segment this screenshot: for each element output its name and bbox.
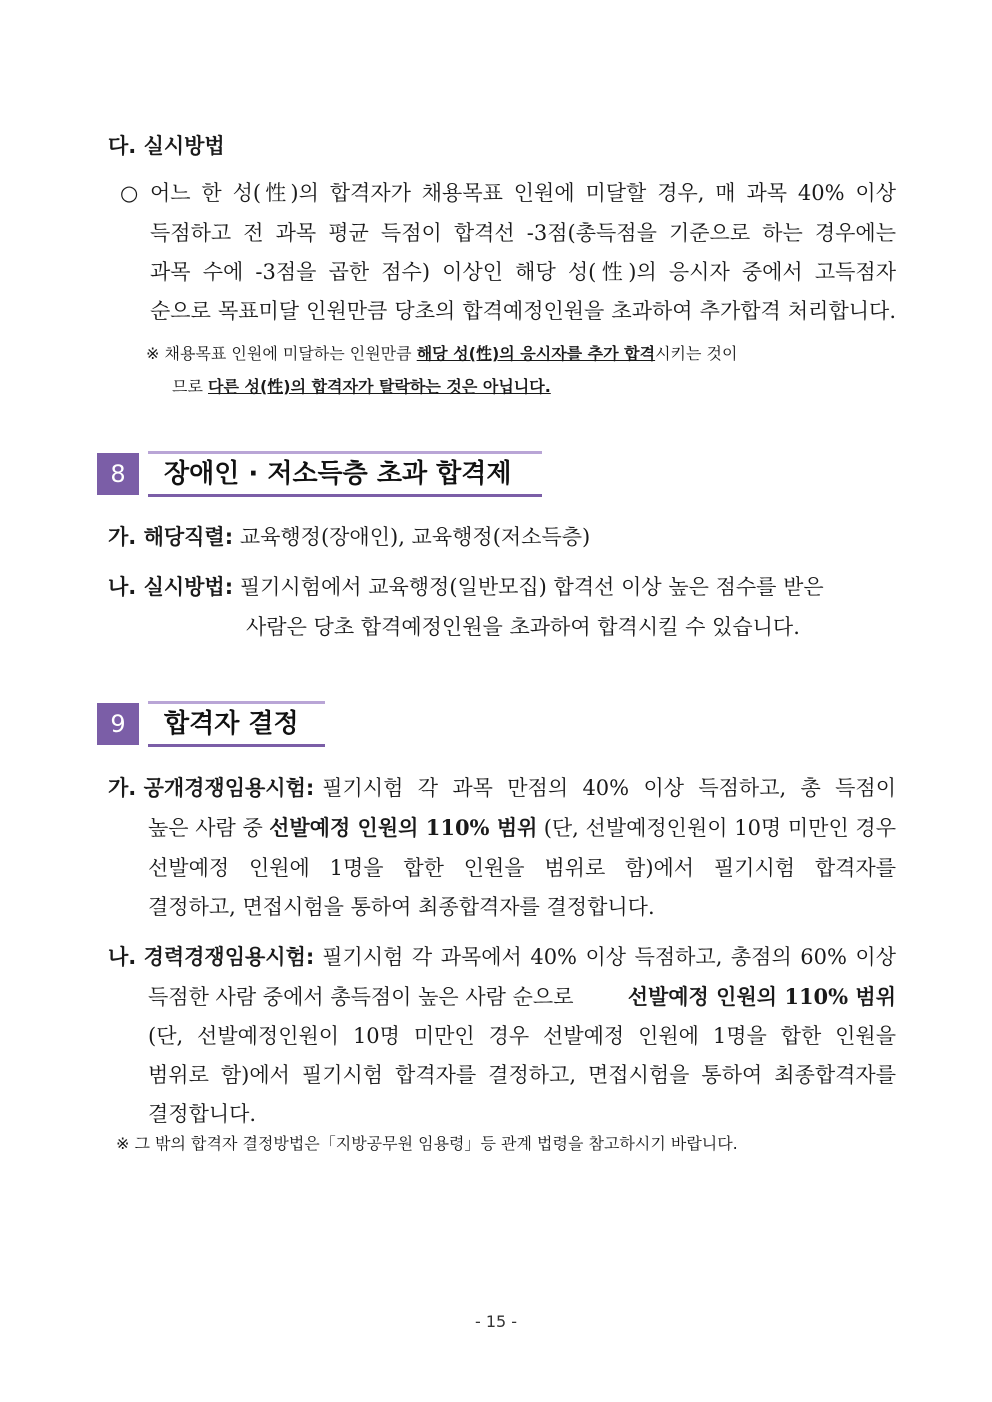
item-label: 나. 실시방법: (108, 575, 234, 599)
section-rule-bottom (148, 494, 542, 497)
footnote: ※ 그 밖의 합격자 결정방법은「지방공무원 임용령」등 관계 법령을 참고하시기 바랍니다. (116, 1134, 738, 1153)
section-number-badge: 8 (97, 453, 139, 495)
note-text: 채용목표 인원에 미달하는 인원만큼 (164, 344, 412, 363)
section-number-badge: 9 (97, 703, 139, 745)
note-continued (172, 375, 551, 399)
note-text: 시키는 것이 (655, 344, 738, 363)
item-line: 범위로 함)에서 필기시험 합격자를 결정하고, 면접시험을 통하여 최종합격자를 (148, 1063, 896, 1087)
bullet-icon: ○ (120, 181, 139, 205)
section-rule-bottom (148, 744, 325, 747)
item-text: 교육행정(장애인), 교육행정(저소득층) (239, 525, 591, 549)
note-emphasis: 해당 성(性)의 응시자를 추가 합격 (416, 344, 656, 363)
note (146, 342, 737, 366)
section-title: 장애인 · 저소득층 초과 합격제 (164, 459, 512, 489)
paragraph-line: 득점하고 전 과목 평균 득점이 합격선 -3점(총득점을 기준으로 하는 경우에는 (150, 221, 896, 245)
item-line: 결정합니다. (148, 1102, 257, 1126)
item-text: 필기시험 각 과목에서 40% 이상 득점하고, 총점의 60% 이상 (322, 945, 896, 969)
note-text: 므로 (172, 377, 203, 396)
item-ga (108, 522, 590, 552)
item-line: (단, 선발예정인원이 10명 미만인 경우 선발예정 인원에 1명을 합한 인원을 (148, 1024, 896, 1048)
item-text: 득점한 사람 중에서 총득점이 높은 사람 순으로 (148, 985, 574, 1009)
item-emphasis: 선발예정 인원의 110% 범위 (627, 984, 896, 1009)
subsection-heading: 다. 실시방법 (108, 134, 225, 158)
item-na (108, 572, 824, 602)
item-text: (단, 선발예정인원이 10명 미만인 경우 (543, 816, 896, 840)
item-text: 높은 사람 중 (148, 816, 263, 840)
paragraph-line: 순으로 목표미달 인원만큼 당초의 합격예정인원을 초과하여 추가합격 처리합니다. (150, 299, 896, 323)
item-line: 선발예정 인원에 1명을 합한 인원을 범위로 함)에서 필기시험 합격자를 (148, 856, 896, 880)
paragraph-line: 과목 수에 -3점을 곱한 점수) 이상인 해당 성(性)의 응시자 중에서 고득점자 (150, 260, 896, 284)
item-ga (108, 773, 896, 803)
item-emphasis: 선발예정 인원의 110% 범위 (269, 815, 538, 840)
paragraph-line: 어느 한 성(性)의 합격자가 채용목표 인원에 미달할 경우, 매 과목 40% 이상 (150, 181, 896, 205)
item-label: 나. 경력경쟁임용시험: (108, 945, 315, 969)
note-mark: ※ (146, 344, 160, 363)
page-number: - 15 - (474, 1312, 518, 1331)
item-label: 가. 해당직렬: (108, 525, 234, 549)
item-text: 필기시험 각 과목 만점의 40% 이상 득점하고, 총 득점이 (322, 776, 896, 800)
item-line (148, 982, 896, 1012)
item-text-continued: 사람은 당초 합격예정인원을 초과하여 합격시킬 수 있습니다. (246, 615, 800, 639)
item-text: 필기시험에서 교육행정(일반모집) 합격선 이상 높은 점수를 받은 (239, 575, 824, 599)
section-title: 합격자 결정 (164, 709, 299, 739)
item-line: 결정하고, 면접시험을 통하여 최종합격자를 결정합니다. (148, 895, 655, 919)
item-na (108, 942, 896, 972)
item-line (148, 813, 896, 843)
note-emphasis: 다른 성(性)의 합격자가 탈락하는 것은 아닙니다. (208, 377, 551, 396)
item-label: 가. 공개경쟁임용시험: (108, 776, 315, 800)
